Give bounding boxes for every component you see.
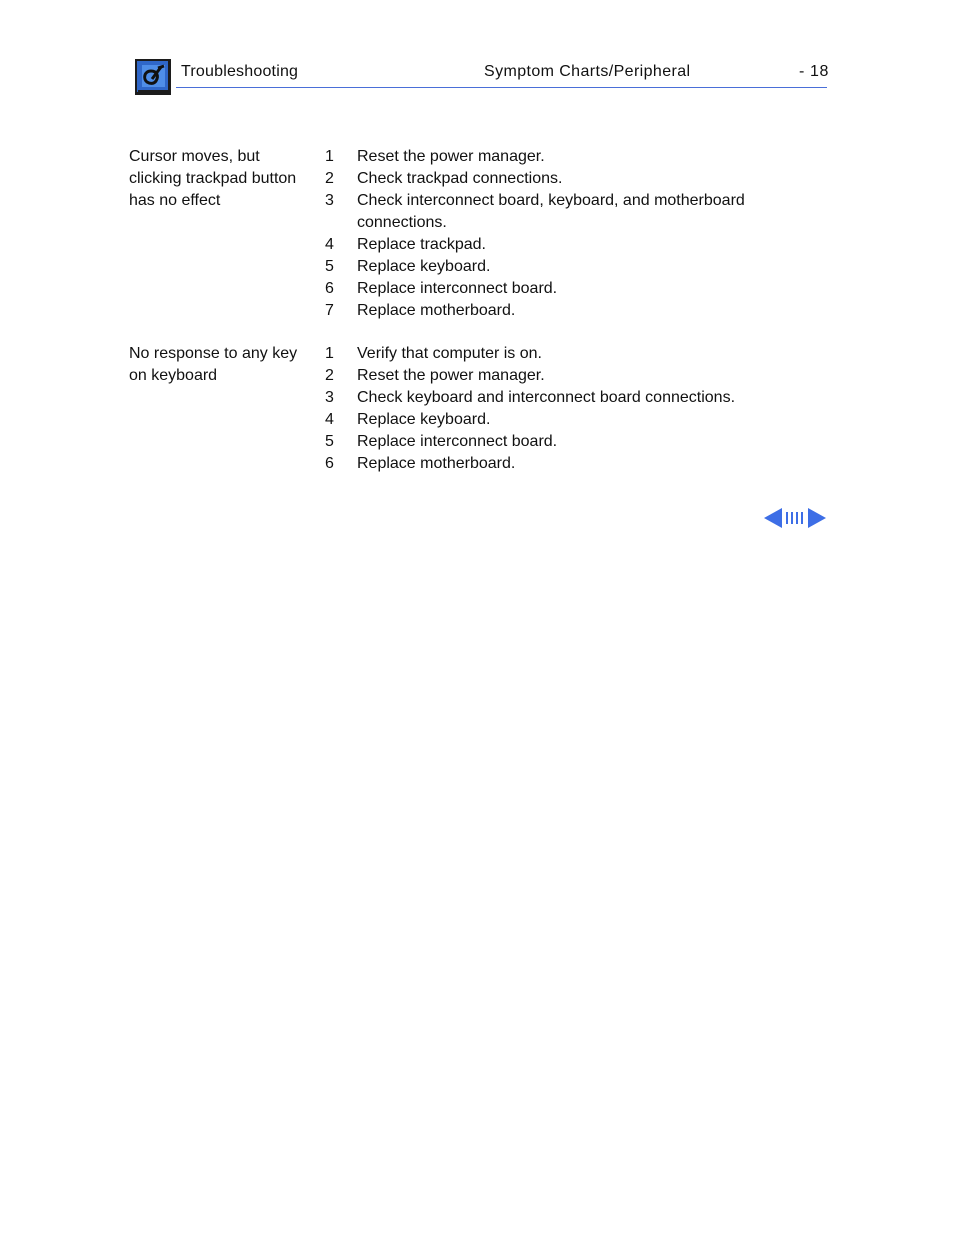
repair-step [325,168,785,190]
repair-step [325,234,785,256]
repair-step [325,365,785,387]
step-text: Replace trackpad. [357,236,486,253]
repair-step [325,190,785,234]
repair-step [325,256,785,278]
step-text: Check interconnect board, keyboard, and motherboard connections. [357,192,745,231]
step-text: Replace interconnect board. [357,433,558,450]
step-number: 2 [325,170,334,187]
repair-step [325,278,785,300]
step-number: 5 [325,433,334,450]
page-header [133,57,827,97]
step-text: Replace motherboard. [357,302,516,319]
repair-step [325,431,785,453]
step-text: Verify that computer is on. [357,345,542,362]
triangle-right-icon[interactable] [808,508,826,528]
symptom-description: No response to any key on keyboard [129,345,298,384]
step-text: Check trackpad connections. [357,170,563,187]
chapter-title: Symptom Charts/Peripheral [484,63,691,80]
step-number: 6 [325,280,334,297]
page-index-icon[interactable] [786,512,803,524]
repair-step [325,387,785,409]
step-number: 4 [325,411,334,428]
step-text: Check keyboard and interconnect board connections. [357,389,736,406]
repair-step [325,343,785,365]
step-text: Replace keyboard. [357,411,491,428]
apple-logo-icon [135,59,171,95]
page-number: - 18 [799,63,829,80]
page-navigation [764,507,826,529]
step-text: Replace keyboard. [357,258,491,275]
section-title: Troubleshooting [181,63,299,80]
repair-step [325,409,785,431]
step-number: 3 [325,192,334,209]
repair-steps [325,343,785,475]
step-text: Reset the power manager. [357,148,545,165]
repair-step [325,146,785,168]
step-number: 6 [325,455,334,472]
navigation-controls [764,507,826,529]
step-number: 7 [325,302,334,319]
repair-steps [325,146,785,322]
step-number: 1 [325,148,334,165]
step-text: Reset the power manager. [357,367,545,384]
step-number: 1 [325,345,334,362]
repair-step [325,300,785,322]
step-number: 3 [325,389,334,406]
step-text: Replace interconnect board. [357,280,558,297]
step-number: 5 [325,258,334,275]
triangle-left-icon[interactable] [764,508,782,528]
step-number: 4 [325,236,334,253]
step-number: 2 [325,367,334,384]
symptom-description: Cursor moves, but clicking trackpad button has no effect [129,148,297,209]
header-rule [176,87,827,88]
step-text: Replace motherboard. [357,455,516,472]
repair-step [325,453,785,475]
